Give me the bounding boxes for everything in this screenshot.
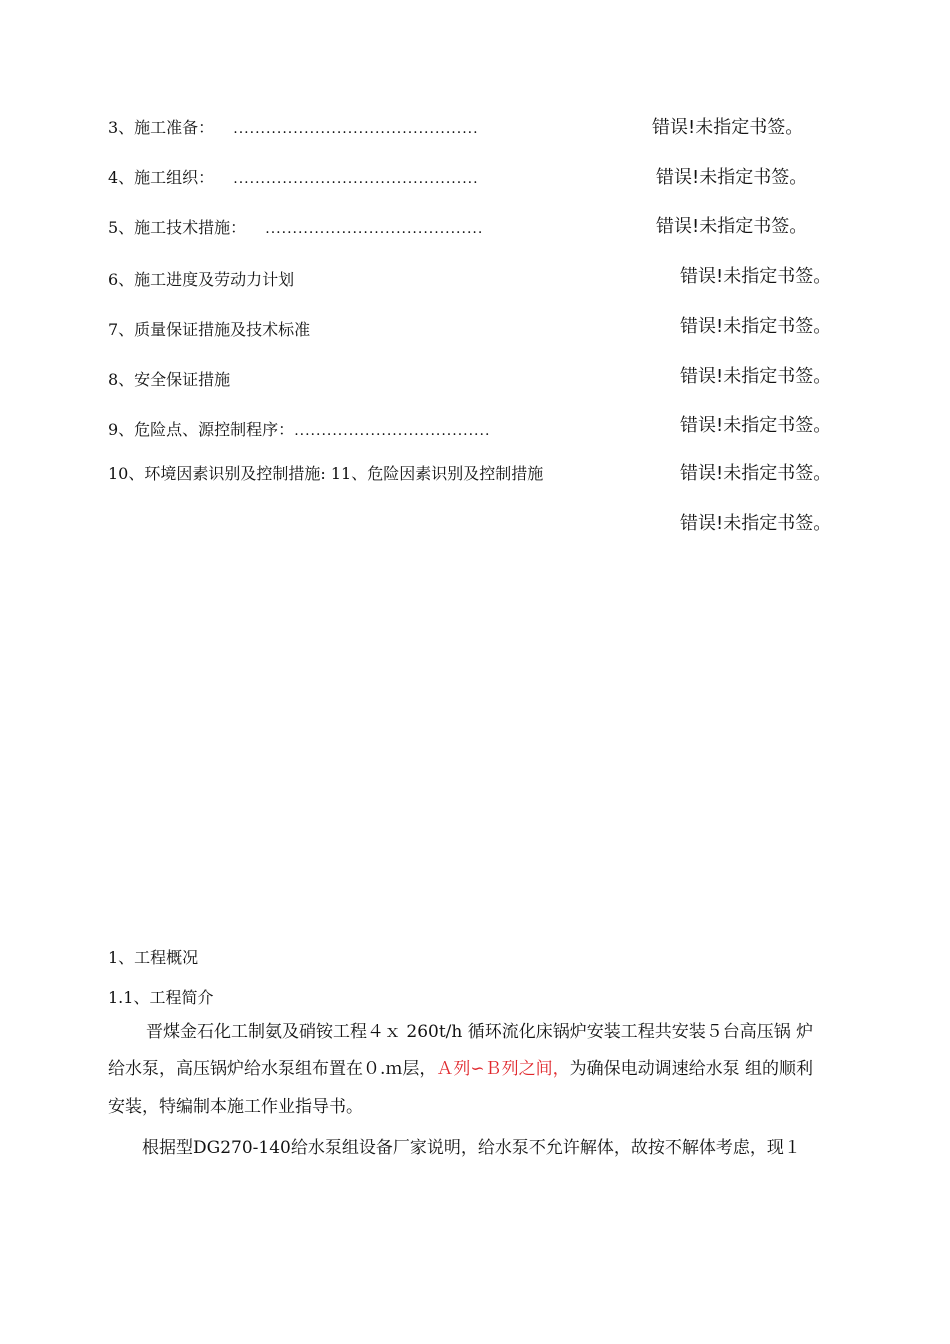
paragraph-1-line-3: 安装，特编制本施工作业指导书。 bbox=[108, 1097, 363, 1117]
toc-label: 3、施工准备： bbox=[108, 118, 215, 137]
toc-leader: ............................................. bbox=[233, 171, 479, 187]
toc-entry-6: 6、施工进度及劳动力计划 bbox=[108, 270, 295, 289]
section-heading: 1、工程概况 bbox=[108, 948, 199, 967]
toc-ref-7[interactable]: 错误!未指定书签。 bbox=[680, 316, 832, 337]
toc-ref-9[interactable]: 错误!未指定书签。 bbox=[680, 415, 832, 436]
toc-ref-6[interactable]: 错误!未指定书签。 bbox=[680, 266, 832, 287]
toc-entry-8: 8、安全保证措施 bbox=[108, 370, 231, 389]
toc-entry-7: 7、质量保证措施及技术标准 bbox=[108, 320, 311, 339]
paragraph-1-line-2 bbox=[108, 1058, 813, 1080]
toc-ref-10[interactable]: 错误!未指定书签。 bbox=[680, 463, 832, 484]
highlighted-text: Ａ列∽Ｂ列之间， bbox=[436, 1059, 570, 1079]
para-text: 给水泵，高压锅炉给水泵组布置在０.ｍ层， bbox=[108, 1059, 437, 1079]
paragraph-2: 根据型DG270-140给水泵组设备厂家说明，给水泵不允许解体，故按不解体考虑，现１ bbox=[142, 1138, 801, 1158]
toc-leader: ............................................. bbox=[233, 121, 479, 137]
toc-entry-10-11: 10、环境因素识别及控制措施: 11、危险因素识别及控制措施 bbox=[108, 464, 544, 483]
toc-entry-5 bbox=[108, 218, 483, 239]
toc-ref-5[interactable]: 错误!未指定书签。 bbox=[656, 216, 808, 237]
toc-entry-9 bbox=[108, 420, 490, 441]
toc-leader: ........................................ bbox=[265, 221, 484, 237]
paragraph-1-line-1: 晋煤金石化工制氨及硝铵工程４ｘ 260t/h 循环流化床锅炉安装工程共安装５台高压锅 炉 bbox=[146, 1022, 814, 1042]
para-text: 为确保电动调速给水泵 组的顺利 bbox=[569, 1059, 814, 1079]
toc-ref-3[interactable]: 错误!未指定书签。 bbox=[652, 117, 804, 138]
toc-ref-11[interactable]: 错误!未指定书签。 bbox=[680, 513, 832, 534]
section-subheading: 1.1、工程简介 bbox=[108, 988, 214, 1007]
toc-leader: .................................... bbox=[294, 423, 491, 439]
toc-label: 9、危险点、源控制程序： bbox=[108, 420, 295, 439]
toc-entry-3 bbox=[108, 118, 479, 139]
toc-label: 5、施工技术措施： bbox=[108, 218, 247, 237]
toc-entry-4 bbox=[108, 168, 479, 189]
toc-ref-8[interactable]: 错误!未指定书签。 bbox=[680, 366, 832, 387]
toc-ref-4[interactable]: 错误!未指定书签。 bbox=[656, 167, 808, 188]
toc-label: 4、施工组织： bbox=[108, 168, 215, 187]
